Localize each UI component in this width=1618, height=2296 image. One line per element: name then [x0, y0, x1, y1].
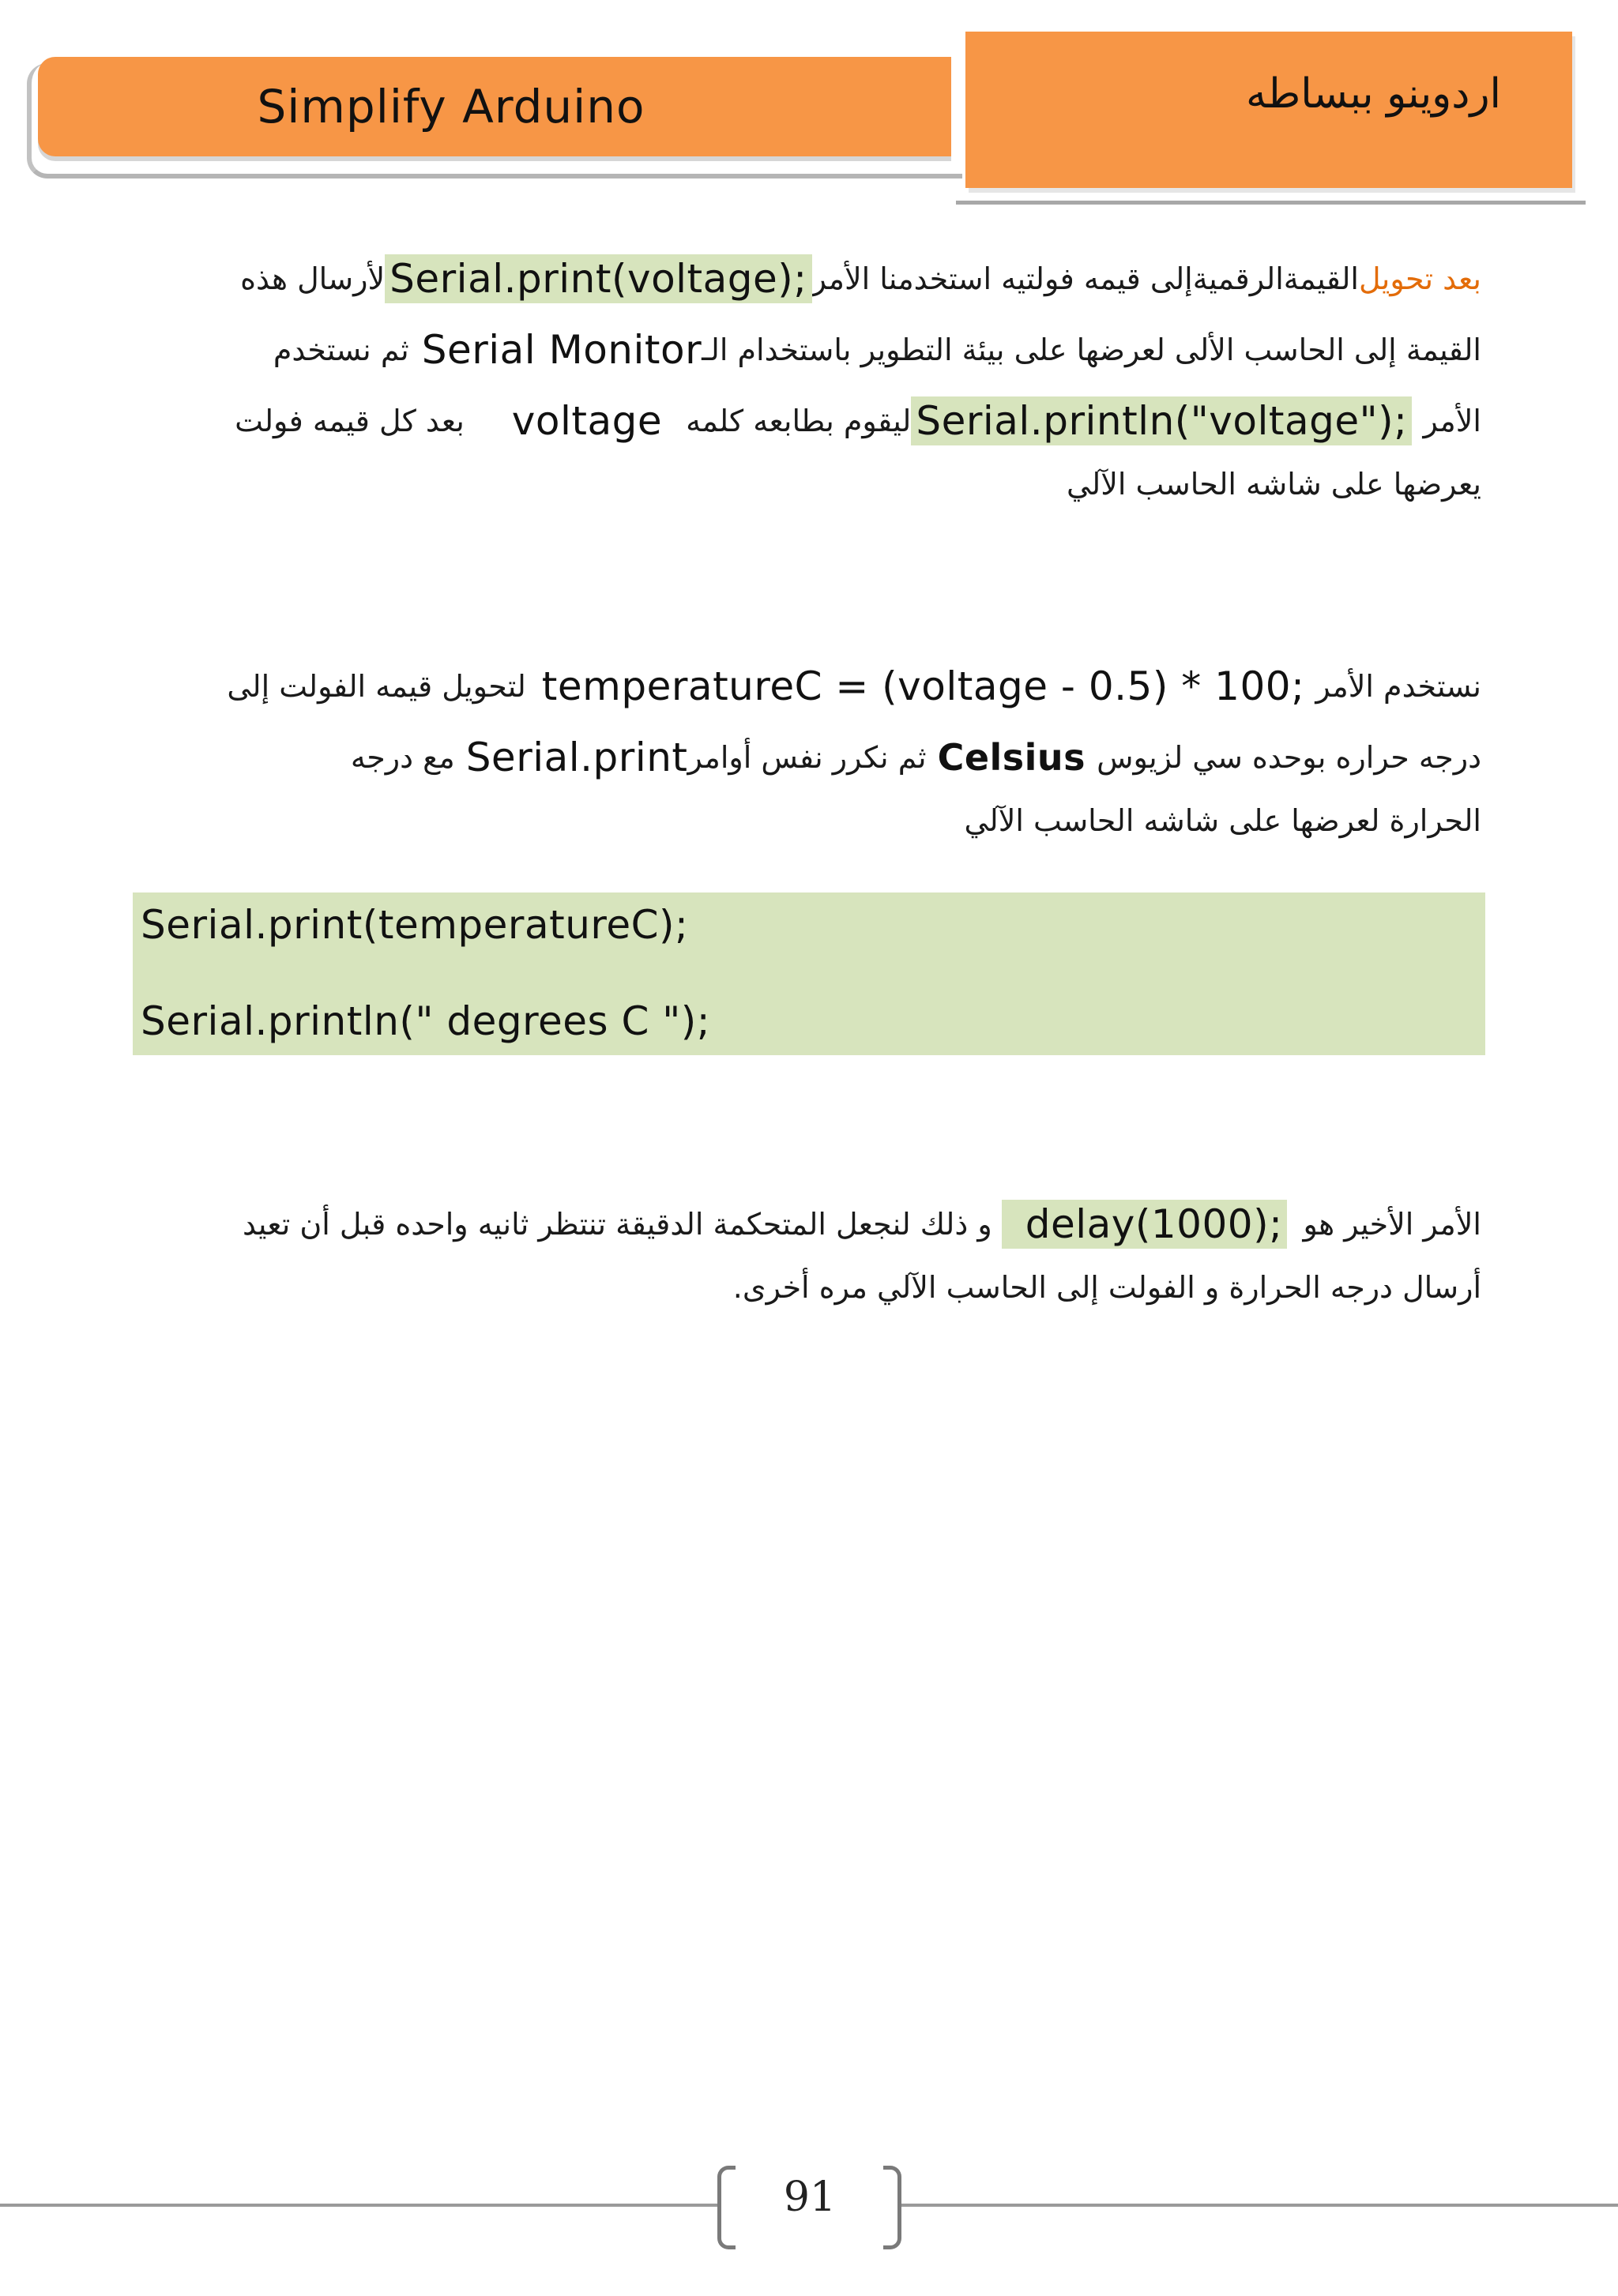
code-serial-print-voltage: Serial.print(voltage); — [385, 254, 812, 303]
para2-line3 — [138, 793, 1481, 848]
para3-line1-text: الأمر الأخير هو — [1303, 1207, 1481, 1242]
para2-line2-text-b: ثم نكرر نفس أوامر — [687, 740, 927, 775]
para3-line2 — [138, 1260, 1481, 1315]
code-celsius: Celsius — [937, 736, 1086, 779]
para1-line3 — [138, 385, 1481, 457]
header-title-ar-box — [965, 32, 1572, 188]
para1-line4-text: يعرضها على شاشه الحاسب الآلي — [1067, 467, 1481, 502]
header-divider — [956, 201, 1586, 205]
para2-line1-text: نستخدم الأمر — [1315, 669, 1481, 704]
para1-line3-text: الأمر — [1423, 404, 1481, 438]
footer-line-right — [901, 2204, 1618, 2207]
code-delay: delay(1000); — [1002, 1200, 1288, 1249]
para3-line1-text-b: و ذلك لنجعل المتحكمة الدقيقة تنتظر ثانيه واحده قبل أن تعيد — [242, 1207, 992, 1242]
code-block — [133, 892, 1485, 1055]
code-block-line1: Serial.print(temperatureC); — [141, 902, 689, 948]
code-voltage-word: voltage — [511, 398, 663, 444]
para2-line3-text: الحرارة لعرضها على شاشه الحاسب الآلي — [964, 803, 1481, 838]
code-serial-monitor: Serial Monitor — [421, 327, 702, 373]
para2-line2-text-c: مع درجه — [350, 740, 455, 775]
para2-line1-text-b: لتحويل قيمه الفولت إلى — [227, 669, 526, 704]
header-title-en: Simplify Arduino — [257, 80, 645, 133]
para1-line1-text-b: لأرسال هذه — [240, 261, 386, 296]
para1-line2-text: القيمة إلى الحاسب الألى لعرضها على بيئة التطوير باستخدام الـ — [702, 333, 1481, 367]
para2-line1 — [138, 651, 1481, 722]
para1-line2 — [138, 314, 1481, 385]
para1-line1 — [138, 243, 1481, 314]
header-title-ar: اردوينو ببساطه — [1245, 70, 1501, 118]
para3-line2-text: أرسال درجه الحرارة و الفولت إلى الحاسب الآلي مره أخرى. — [732, 1270, 1481, 1305]
para1-line3-text-b: ليقوم بطابعه كلمه — [686, 404, 912, 438]
page-number: 91 — [783, 2174, 837, 2221]
para3-line1 — [138, 1189, 1481, 1260]
footer-line-left — [0, 2204, 717, 2207]
para1-line4 — [138, 457, 1481, 512]
code-block-line2: Serial.println(" degrees C "); — [141, 998, 711, 1044]
code-temperature-formula: temperatureC = (voltage - 0.5) * 100; — [541, 663, 1305, 709]
highlight-lead: بعد تحويل — [1358, 261, 1481, 296]
footer-right-bracket — [883, 2166, 901, 2249]
header-title-en-box — [38, 57, 951, 156]
para1-line3-text-c: بعد كل قيمه فولت — [235, 404, 465, 438]
para1-line1-text: القيمةالرقميةإلى قيمه فولتيه استخدمنا الأمر — [811, 261, 1359, 296]
paragraph-temperature — [138, 651, 1481, 848]
paragraph-serial-print — [138, 243, 1481, 512]
para2-line2 — [138, 722, 1481, 793]
code-serial-print: Serial.print — [465, 735, 688, 780]
paragraph-delay — [138, 1189, 1481, 1315]
code-serial-println-voltage: Serial.println("voltage"); — [911, 396, 1412, 445]
footer-left-bracket — [717, 2166, 736, 2249]
para2-line2-text: درجه حراره بوحده سي لزيوس — [1097, 740, 1481, 775]
para1-line2-text-b: ثم نستخدم — [273, 333, 409, 367]
